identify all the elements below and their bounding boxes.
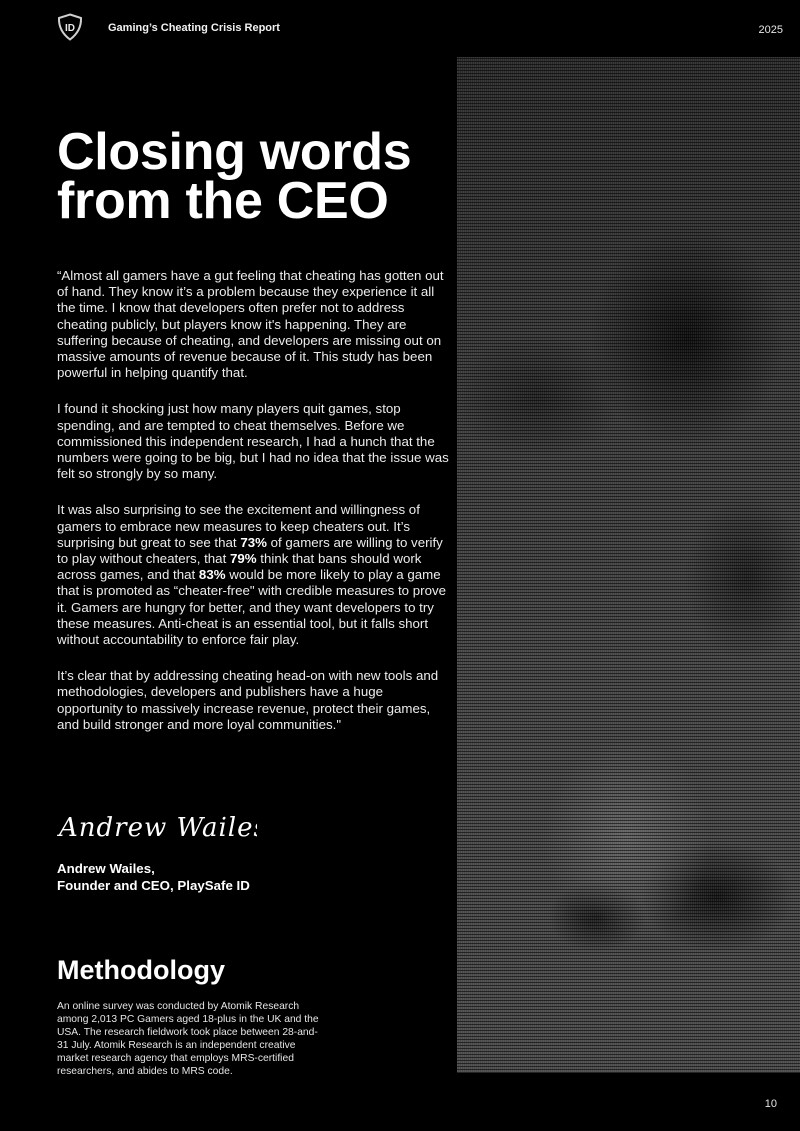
halftone-gamer-image [457, 57, 800, 1073]
methodology-heading: Methodology [57, 955, 225, 985]
quote-paragraph-4: It’s clear that by addressing cheating head-on with new tools and methodologies, developers and publishers have a huge opportunity to massively increase revenue, protect their games, and build stronger and more loyal communities." [57, 668, 439, 732]
stat-bans: 79% [229, 551, 257, 567]
signer-role: Founder and CEO, PlaySafe ID [57, 877, 250, 893]
report-title: Gaming’s Cheating Crisis Report [108, 22, 280, 34]
handwritten-signature [57, 808, 257, 844]
stat-cheater-free: 83% [198, 567, 226, 583]
page-number: 10 [764, 1098, 777, 1110]
signer-block [57, 861, 250, 894]
quote-text: think that bans should work across games, and that [57, 551, 422, 583]
methodology-body: An online survey was conducted by Atomik Research among 2,013 PC Gamers aged 18-plus in the UK and the USA. The research fieldwork took place between 28-and-31 July. Atomik Research is an independent creative market research agency that employs MRS-certified researchers, and abides to MRS code. [57, 1001, 319, 1077]
svg-text:ID: ID [65, 23, 75, 34]
stat-verify: 73% [240, 534, 267, 550]
ceo-quote [57, 268, 452, 753]
page-title [57, 123, 412, 230]
quote-text: It was also surprising to see the excitement and willingness of gamers to embrace new measures to keep cheaters out. It’s surprising but great to see that [57, 502, 420, 550]
svg-text:Andrew Wailes: Andrew Wailes [59, 813, 257, 843]
quote-paragraph-3 [57, 502, 452, 648]
quote-text: would be more likely to play a game that is promoted as “cheater-free" with credible measures to prove it. Gamers are hungry for better, and they want developers to try these measures. Anti-cheat is an essential tool, but it falls short without accountability to enforce fair play. [57, 567, 447, 648]
quote-paragraph-2: I found it shocking just how many players quit games, stop spending, and are tempted to cheat themselves. Before we commissioned this independent research, I had a hunch that the numbers were going to be big, but I had no idea that the issue was felt so strongly by so many. [57, 401, 449, 482]
report-year: 2025 [758, 24, 783, 36]
shield-id-logo-icon [57, 13, 83, 41]
page-title-line1: Closing words [57, 123, 412, 181]
quote-text: of gamers are willing to verify to play without cheaters, that [57, 534, 443, 567]
signer-name: Andrew Wailes, [57, 861, 155, 876]
quote-paragraph-1: “Almost all gamers have a gut feeling that cheating has gotten out of hand. They know it’s a problem because they experience it all the time. I know that developers often prefer not to address cheating publicly, but players know it's happening. They are suffering because of cheating, and developers are missing out on massive amounts of revenue because of it. This study has been powerful in helping quantify that. [57, 268, 444, 381]
page-title-line2: from the CEO [57, 172, 389, 230]
